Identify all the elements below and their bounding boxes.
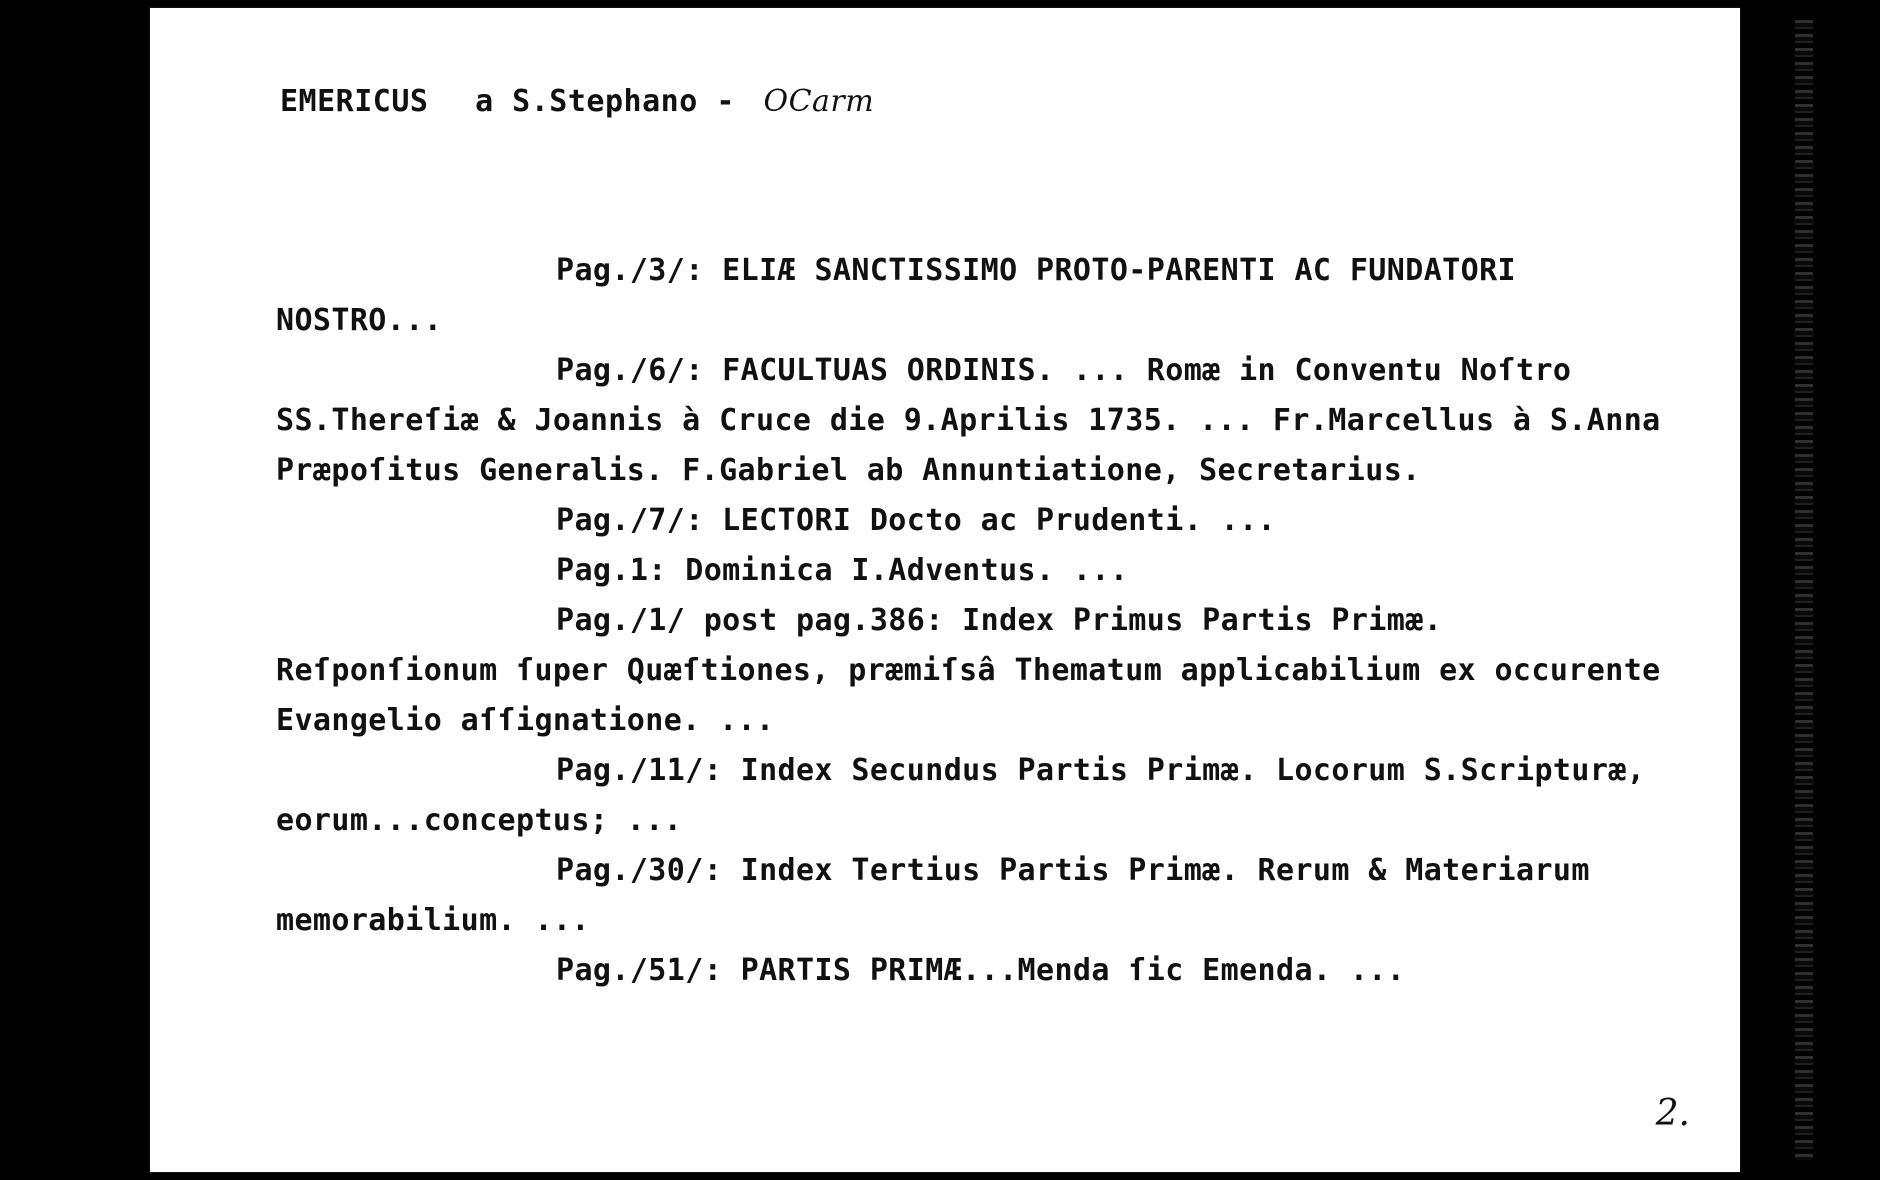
entry-list bbox=[276, 246, 1676, 996]
entry-index-secundus: Pag./11/: Index Secundus Partis Primæ. Locorum S.Scripturæ, eorum...conceptus; ... bbox=[276, 753, 1646, 838]
separator-dash: - bbox=[716, 84, 735, 119]
entry-index-tertius: Pag./30/: Index Tertius Partis Primæ. Rerum & Materiarum memorabilium. ... bbox=[276, 853, 1590, 938]
entry-page-6: Pag./6/: FACULTUAS ORDINIS. ... Romæ in Conventu Noſtro SS.Thereſiæ & Joannis à Cruce die 9.Aprilis 1735. ... Fr.Marcellus à S.Anna Præpoſitus Generalis. F.Gabriel ab Annuntiatione, Secretarius. bbox=[276, 353, 1661, 488]
entry-page-7: Pag./7/: LECTORI Docto ac Prudenti. ... bbox=[556, 503, 1276, 538]
author-name: EMERICUS bbox=[280, 84, 429, 119]
title-part: a S.Stephano bbox=[475, 84, 698, 119]
entry-menda: Pag./51/: PARTIS PRIMÆ...Menda ſic Emenda. ... bbox=[556, 953, 1406, 988]
entry-index-primus: Pag./1/ post pag.386: Index Primus Partis Primæ. Reſponſionum ſuper Quæſtiones, præmiſsâ Thematum applicabilium ex occurente Evangelio aſſignatione. ... bbox=[276, 603, 1661, 738]
catalog-card bbox=[150, 8, 1740, 1172]
scan-edge-strip bbox=[1795, 20, 1813, 1160]
handwritten-note: OCarm bbox=[763, 84, 875, 119]
card-header bbox=[280, 84, 874, 119]
entry-page-3: Pag./3/: ELIÆ SANCTISSIMO PROTO-PARENTI AC FUNDATORI NOSTRO... bbox=[276, 253, 1516, 338]
page-number: 2. bbox=[1655, 1093, 1690, 1134]
entry-page-1: Pag.1: Dominica I.Adventus. ... bbox=[556, 553, 1129, 588]
